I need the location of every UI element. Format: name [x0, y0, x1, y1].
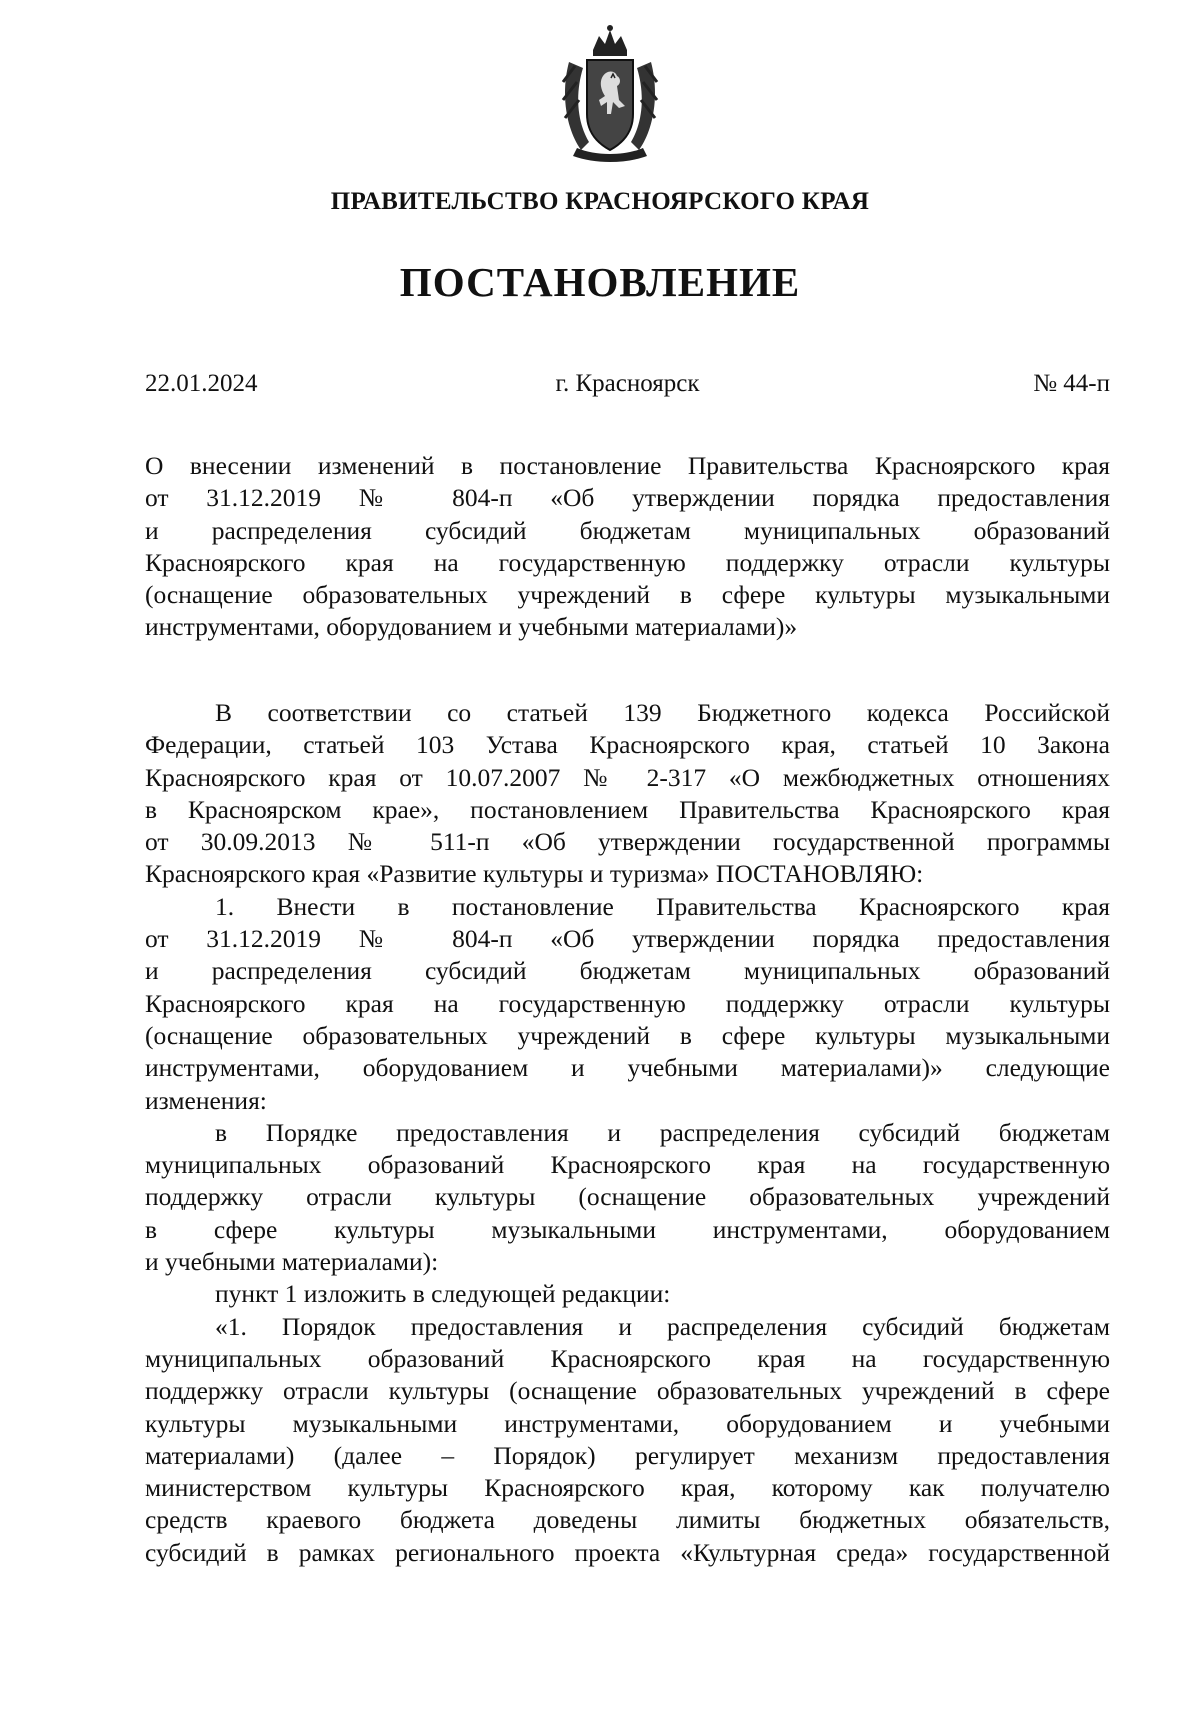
body-line: Федерации, статьей 103 Устава Красноярского края, статьей 10 Закона [145, 730, 1110, 760]
coat-of-arms-emblem [555, 22, 665, 162]
document-date: 22.01.2024 [145, 370, 258, 397]
document-meta-row [145, 370, 1110, 402]
body-line: в сфере культуры музыкальными инструментами, оборудованием [145, 1214, 1110, 1244]
body-line: и учебными материалами): [145, 1247, 439, 1277]
body-line: Красноярского края на государственную поддержку отрасли культуры [145, 988, 1110, 1018]
body-line: культуры музыкальными инструментами, оборудованием и учебными [145, 1408, 1110, 1438]
body-line: Красноярского края «Развитие культуры и туризма» ПОСТАНОВЛЯЮ: [145, 859, 924, 889]
body-line: и распределения субсидий бюджетам муниципальных образований [145, 956, 1110, 986]
body-line: муниципальных образований Красноярского края на государственную [145, 1343, 1110, 1373]
body-line: пункт 1 изложить в следующей редакции: [215, 1279, 671, 1309]
body-line: (оснащение образовательных учреждений в сфере культуры музыкальными [145, 1020, 1110, 1050]
body-line: от 30.09.2013 № 511-п «Об утверждении государственной программы [145, 827, 1110, 857]
body-line: поддержку отрасли культуры (оснащение образовательных учреждений в сфере [145, 1376, 1110, 1406]
subject-line: О внесении изменений в постановление Правительства Красноярского края [145, 451, 1110, 480]
body-line: Красноярского края от 10.07.2007 № 2-317 «О межбюджетных отношениях [145, 762, 1110, 792]
subject-line: и распределения субсидий бюджетам муниципальных образований [145, 515, 1110, 545]
body-line: инструментами, оборудованием и учебными материалами)» следующие [145, 1053, 1110, 1083]
body-line: 1. Внести в постановление Правительства Красноярского края [215, 891, 1110, 921]
body-line: В соответствии со статьей 139 Бюджетного кодекса Российской [215, 698, 1110, 727]
body-line: министерством культуры Красноярского края, которому как получателю [145, 1473, 1110, 1503]
body-line: поддержку отрасли культуры (оснащение образовательных учреждений [145, 1182, 1110, 1212]
body-line: от 31.12.2019 № 804-п «Об утверждении порядка предоставления [145, 924, 1110, 954]
subject-line: Красноярского края на государственную поддержку отрасли культуры [145, 547, 1110, 577]
organization-title: ПРАВИТЕЛЬСТВО КРАСНОЯРСКОГО КРАЯ [330, 188, 870, 215]
body-line: изменения: [145, 1085, 267, 1115]
document-number: № 44-п [1033, 370, 1110, 397]
body-line: в Красноярском крае», постановлением Правительства Красноярского края [145, 794, 1110, 824]
subject-line: от 31.12.2019 № 804-п «Об утверждении порядка предоставления [145, 483, 1110, 513]
document-city: г. Красноярск [555, 370, 700, 397]
document-subject [145, 450, 1110, 644]
document-body [145, 697, 1110, 1569]
body-line: муниципальных образований Красноярского края на государственную [145, 1150, 1110, 1180]
body-line: «1. Порядок предоставления и распределения субсидий бюджетам [215, 1311, 1110, 1341]
body-line: в Порядке предоставления и распределения субсидий бюджетам [215, 1117, 1110, 1147]
body-line: субсидий в рамках регионального проекта «Культурная среда» государственной [145, 1537, 1110, 1567]
body-line: средств краевого бюджета доведены лимиты бюджетных обязательств, [145, 1505, 1110, 1535]
document-type-heading: ПОСТАНОВЛЕНИЕ [399, 259, 801, 305]
subject-line: инструментами, оборудованием и учебными материалами)» [145, 612, 798, 642]
subject-line: (оснащение образовательных учреждений в сфере культуры музыкальными [145, 580, 1110, 610]
body-line: материалами) (далее – Порядок) регулирует механизм предоставления [145, 1440, 1110, 1470]
